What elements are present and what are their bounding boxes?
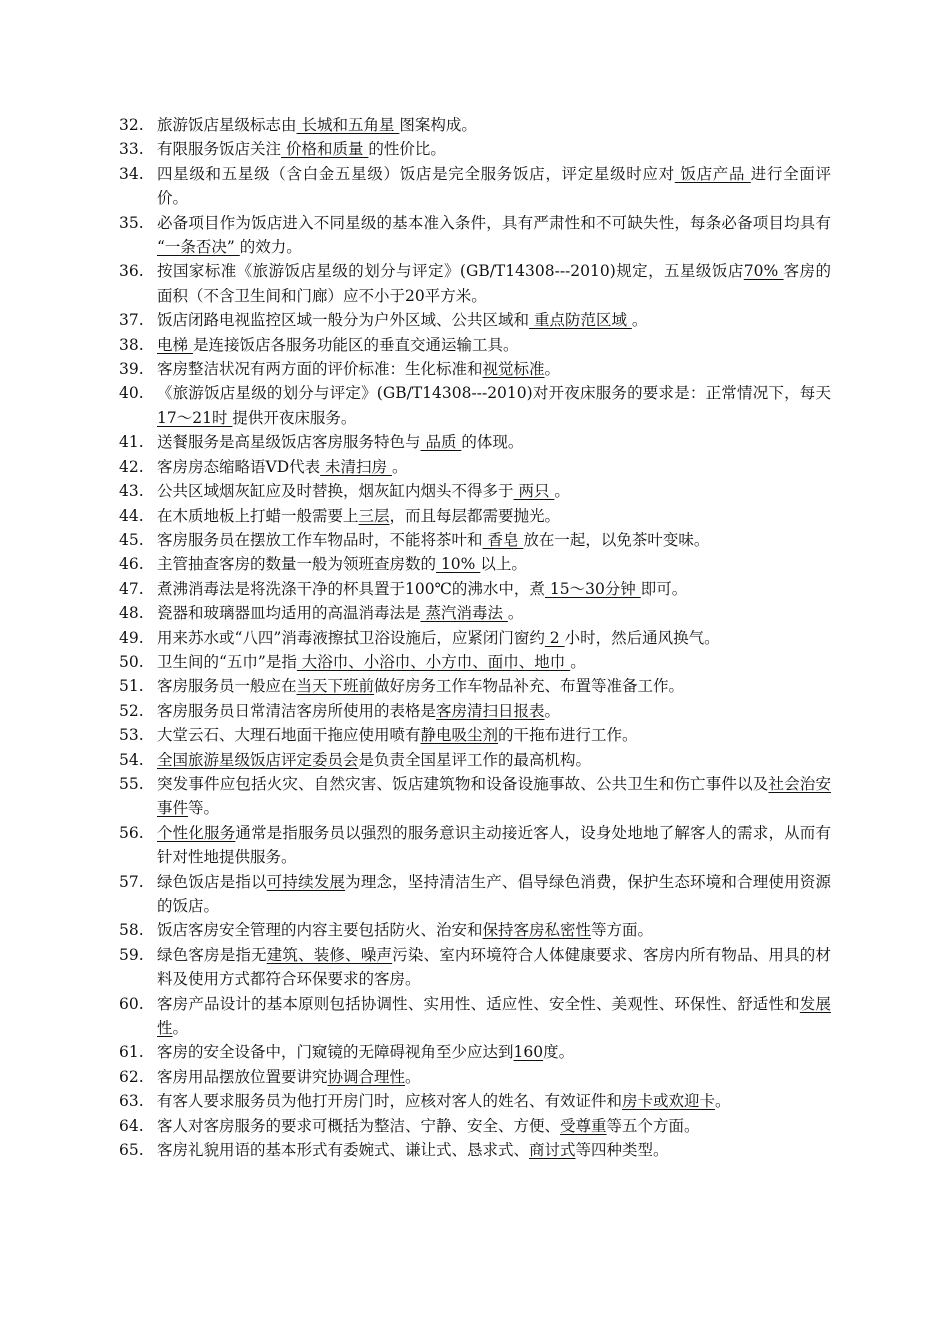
item-number: 41. <box>119 433 144 452</box>
item-text <box>157 650 831 674</box>
list-item <box>119 626 831 650</box>
item-text <box>157 162 831 211</box>
item-text <box>157 1040 831 1064</box>
item-number: 47. <box>119 579 144 598</box>
item-number: 60. <box>119 994 144 1013</box>
list-item <box>119 504 831 528</box>
item-text <box>157 211 831 260</box>
question-text: 按国家标准《旅游饭店星级的划分与评定》(GB/T14308---2010)规定，五星级饭店 <box>157 262 744 281</box>
answer-blank: 长城和五角星 <box>296 116 400 134</box>
question-text: 。 <box>631 311 648 330</box>
item-number: 62. <box>119 1067 144 1086</box>
question-text: 小时，然后通风换气。 <box>564 628 720 647</box>
answer-blank: 协调合理性 <box>327 1067 406 1086</box>
list-item <box>119 601 831 625</box>
list-item <box>119 577 831 601</box>
answer-blank: 17～21时 <box>157 408 233 427</box>
item-number: 34. <box>119 164 144 183</box>
item-text <box>157 504 831 528</box>
question-text: 等五个方面。 <box>606 1116 700 1135</box>
item-text <box>157 870 831 919</box>
answer-blank: 保持客房私密性 <box>482 921 592 940</box>
item-number: 56. <box>119 823 144 842</box>
item-number: 54. <box>119 750 144 769</box>
item-number: 38. <box>119 335 144 354</box>
item-text <box>157 333 831 357</box>
item-number: 48. <box>119 604 144 623</box>
question-text: 客房房态缩略语VD代表 <box>157 457 321 476</box>
question-text: 放在一起，以免茶叶变味。 <box>523 530 710 549</box>
item-number: 50. <box>119 652 144 671</box>
list-item <box>119 357 831 381</box>
question-text: 通常是指服务员以强烈的服务意识主动接近客人，设身处地地了解客人的需求，从而有针对性地提供服务。 <box>157 823 831 867</box>
answer-blank: 电梯 <box>157 335 193 354</box>
question-text: 客房的面积（不含卫生间和门廊）应不小于20平方米。 <box>157 262 831 305</box>
list-item <box>119 870 831 919</box>
list-item <box>119 1114 831 1138</box>
list-item <box>119 113 831 137</box>
question-text: 的效力。 <box>239 238 302 257</box>
answer-blank: 饭店产品 <box>674 164 751 183</box>
item-text <box>157 674 831 698</box>
answer-blank: 静电吸尘剂 <box>420 726 499 745</box>
list-item <box>119 674 831 698</box>
item-text <box>157 479 831 503</box>
question-text: 客房的安全设备中，门窥镜的无障碍视角至少应达到 <box>157 1043 514 1062</box>
question-text: 饭店闭路电视监控区域一般分为户外区域、公共区域和 <box>157 311 530 330</box>
item-number: 43. <box>119 482 144 501</box>
question-text: 的体现。 <box>461 433 524 452</box>
answer-blank: 大浴巾、小浴巾、小方巾、面巾、地巾 <box>296 652 571 671</box>
question-text: 四星级和五星级（含白金五星级）饭店是完全服务饭店，评定星级时应对 <box>157 164 675 183</box>
list-item <box>119 918 831 942</box>
item-text <box>157 381 831 430</box>
item-number: 65. <box>119 1141 144 1160</box>
answer-blank: “一条否决” <box>157 238 240 257</box>
question-text: 主管抽查客房的数量一般为领班查房数的 <box>157 555 437 574</box>
list-item <box>119 333 831 357</box>
question-text: 客房整洁状况有两方面的评价标准：生化标准和 <box>157 360 483 379</box>
item-text <box>157 821 831 870</box>
list-item <box>119 308 831 332</box>
question-list <box>119 113 831 1162</box>
question-text: 的性价比。 <box>368 140 446 159</box>
item-number: 36. <box>119 262 144 281</box>
question-text: 《旅游饭店星级的划分与评定》(GB/T14308---2010)对开夜床服务的要求是：正常情况下，每天 <box>157 384 831 403</box>
item-number: 52. <box>119 701 144 720</box>
item-text <box>157 113 831 137</box>
list-item <box>119 943 831 992</box>
question-text: ，而且每层都需要抛光。 <box>389 506 561 525</box>
question-text: 客房服务员日常清洁客房所使用的表格是 <box>157 701 437 720</box>
answer-blank: 社会治安事件 <box>157 774 831 818</box>
item-number: 44. <box>119 506 144 525</box>
item-number: 39. <box>119 360 144 379</box>
question-text: 旅游饭店星级标志由 <box>157 116 297 134</box>
answer-blank: 受尊重 <box>560 1116 607 1135</box>
question-text: 污染、室内环境符合人体健康要求、客房内所有物品、用具的材料及使用方式都符合环保要求的客房。 <box>157 945 831 989</box>
item-number: 63. <box>119 1092 144 1111</box>
list-item <box>119 455 831 479</box>
list-item <box>119 162 831 211</box>
item-text <box>157 601 831 625</box>
item-text <box>157 137 831 161</box>
answer-blank: 未清扫房 <box>320 457 392 476</box>
item-number: 64. <box>119 1116 144 1135</box>
list-item <box>119 137 831 161</box>
item-text <box>157 992 831 1041</box>
answer-blank: 70% <box>743 262 784 281</box>
answer-blank: 10% <box>436 555 481 574</box>
item-text <box>157 430 831 454</box>
question-text: 卫生间的“五巾”是指 <box>157 652 297 671</box>
answer-blank: 两只 <box>513 482 555 501</box>
item-number: 37. <box>119 311 144 330</box>
question-text: 进行全面评价。 <box>157 164 831 208</box>
list-item <box>119 1065 831 1089</box>
item-number: 40. <box>119 384 144 403</box>
question-text: 客房产品设计的基本原则包括协调性、实用性、适应性、安全性、美观性、环保性、舒适性和 <box>157 994 800 1013</box>
item-text <box>157 1138 831 1162</box>
item-number: 57. <box>119 872 144 891</box>
list-item <box>119 479 831 503</box>
item-text <box>157 528 831 552</box>
item-number: 51. <box>119 677 144 696</box>
item-number: 45. <box>119 530 144 549</box>
item-text <box>157 308 831 332</box>
item-number: 42. <box>119 457 144 476</box>
list-item <box>119 528 831 552</box>
question-text: 等。 <box>188 799 220 818</box>
item-text <box>157 748 831 772</box>
list-item <box>119 772 831 821</box>
question-text: 有限服务饭店关注 <box>157 140 282 159</box>
item-text <box>157 552 831 576</box>
list-item <box>119 1040 831 1064</box>
item-text <box>157 626 831 650</box>
question-text: 。 <box>405 1067 421 1086</box>
item-number: 53. <box>119 726 144 745</box>
answer-blank: 蒸汽消毒法 <box>420 604 508 623</box>
list-item <box>119 552 831 576</box>
question-text: 绿色客房是指无 <box>157 945 267 964</box>
question-text: 。 <box>544 701 561 720</box>
answer-blank: 2 <box>544 628 565 647</box>
question-text: 。 <box>172 1019 189 1038</box>
question-text: 突发事件应包括火灾、自然灾害、饭店建筑物和设备设施事故、公共卫生和伤亡事件以及 <box>157 774 769 793</box>
answer-blank: 视觉标准 <box>482 360 545 379</box>
question-text: 客房服务员一般应在 <box>157 677 297 696</box>
list-item <box>119 259 831 308</box>
answer-blank: 个性化服务 <box>157 823 236 842</box>
answer-blank: 当天下班前 <box>296 677 375 696</box>
answer-blank: 可持续发展 <box>266 872 346 891</box>
question-text: 做好房务工作车物品补充、布置等准备工作。 <box>374 677 685 696</box>
item-number: 32. <box>119 116 144 134</box>
list-item <box>119 650 831 674</box>
item-text <box>157 259 831 308</box>
answer-blank: 重点防范区域 <box>529 311 632 330</box>
list-item <box>119 723 831 747</box>
question-text: 。 <box>554 482 570 501</box>
item-number: 35. <box>119 213 144 232</box>
item-text <box>157 699 831 723</box>
list-item <box>119 699 831 723</box>
answer-blank: 品质 <box>420 433 462 452</box>
item-text <box>157 918 831 942</box>
answer-blank: 发展性 <box>157 994 831 1038</box>
list-item <box>119 381 831 430</box>
question-text: 等方面。 <box>591 921 654 940</box>
item-text <box>157 577 831 601</box>
question-text: 为理念，坚持清洁生产、倡导绿色消费，保护生态环境和合理使用资源的饭店。 <box>157 872 831 915</box>
question-text: 必备项目作为饭店进入不同星级的基本准入条件，具有严肃性和不可缺失性，每条必备项目均具有 <box>157 213 831 232</box>
question-text: 在木质地板上打蜡一般需要上 <box>157 506 359 525</box>
item-text <box>157 943 831 992</box>
question-text: 提供开夜床服务。 <box>232 408 357 427</box>
item-text <box>157 1065 831 1089</box>
answer-blank: 建筑、装修、噪声 <box>266 945 393 964</box>
item-number: 58. <box>119 921 144 940</box>
question-text: 。 <box>507 604 524 623</box>
item-text <box>157 1114 831 1138</box>
question-text: 是负责全国星评工作的最高机构。 <box>358 750 592 769</box>
item-text <box>157 772 831 821</box>
list-item <box>119 211 831 260</box>
question-text: 以上。 <box>480 555 527 574</box>
list-item <box>119 430 831 454</box>
item-number: 49. <box>119 628 144 647</box>
question-text: 用来苏水或“八四”消毒液擦拭卫浴设施后，应紧闭门窗约 <box>157 628 545 647</box>
question-text: 煮沸消毒法是将洗涤干净的杯具置于100℃的沸水中，煮 <box>157 579 545 598</box>
answer-blank: 房卡或欢迎卡 <box>622 1092 716 1111</box>
question-text: 等四种类型。 <box>575 1141 669 1160</box>
item-number: 46. <box>119 555 144 574</box>
answer-blank: 香皂 <box>482 530 524 549</box>
question-text: 饭店客房安全管理的内容主要包括防火、治安和 <box>157 921 483 940</box>
item-text <box>157 723 831 747</box>
question-text: 绿色饭店是指以 <box>157 872 267 891</box>
question-text: 客人对客房服务的要求可概括为整洁、宁静、安全、方便、 <box>157 1116 561 1135</box>
question-text: 。 <box>544 360 561 379</box>
question-text: 瓷器和玻璃器皿均适用的高温消毒法是 <box>157 604 421 623</box>
question-text: 客房服务员在摆放工作车物品时，不能将茶叶和 <box>157 530 483 549</box>
answer-blank: 15～30分钟 <box>544 579 641 598</box>
question-text: 客房礼貌用语的基本形式有委婉式、谦让式、恳求式、 <box>157 1141 530 1160</box>
list-item <box>119 1138 831 1162</box>
list-item <box>119 1089 831 1113</box>
question-text: 大堂云石、大理石地面干拖应使用喷有 <box>157 726 421 745</box>
answer-blank: 三层 <box>358 506 390 525</box>
question-text: 的干拖布进行工作。 <box>498 726 638 745</box>
list-item <box>119 821 831 870</box>
answer-blank: 价格和质量 <box>281 140 369 159</box>
item-number: 61. <box>119 1043 144 1062</box>
answer-blank: 全国旅游星级饭店评定委员会 <box>157 750 359 769</box>
question-text: 即可。 <box>640 579 688 598</box>
question-text: 。 <box>391 457 408 476</box>
question-text: 公共区域烟灰缸应及时替换，烟灰缸内烟头不得多于 <box>157 482 514 501</box>
answer-blank: 客房清扫日报表 <box>436 701 545 720</box>
question-text: 度。 <box>543 1043 575 1062</box>
item-number: 55. <box>119 774 144 793</box>
question-text: 送餐服务是高星级饭店客房服务特色与 <box>157 433 421 452</box>
question-text: 客房用品摆放位置要讲究 <box>157 1067 328 1086</box>
question-text: 。 <box>715 1092 731 1111</box>
answer-blank: 商讨式 <box>529 1141 576 1160</box>
list-item <box>119 748 831 772</box>
item-number: 33. <box>119 140 144 159</box>
question-text: 。 <box>570 652 586 671</box>
item-text <box>157 357 831 381</box>
question-text: 有客人要求服务员为他打开房门时，应核对客人的姓名、有效证件和 <box>157 1092 623 1111</box>
item-text <box>157 455 831 479</box>
question-text: 图案构成。 <box>399 116 477 134</box>
answer-blank: 160 <box>513 1043 544 1062</box>
item-text <box>157 1089 831 1113</box>
item-number: 59. <box>119 945 144 964</box>
list-item <box>119 992 831 1041</box>
question-text: 是连接饭店各服务功能区的垂直交通运输工具。 <box>192 335 519 354</box>
